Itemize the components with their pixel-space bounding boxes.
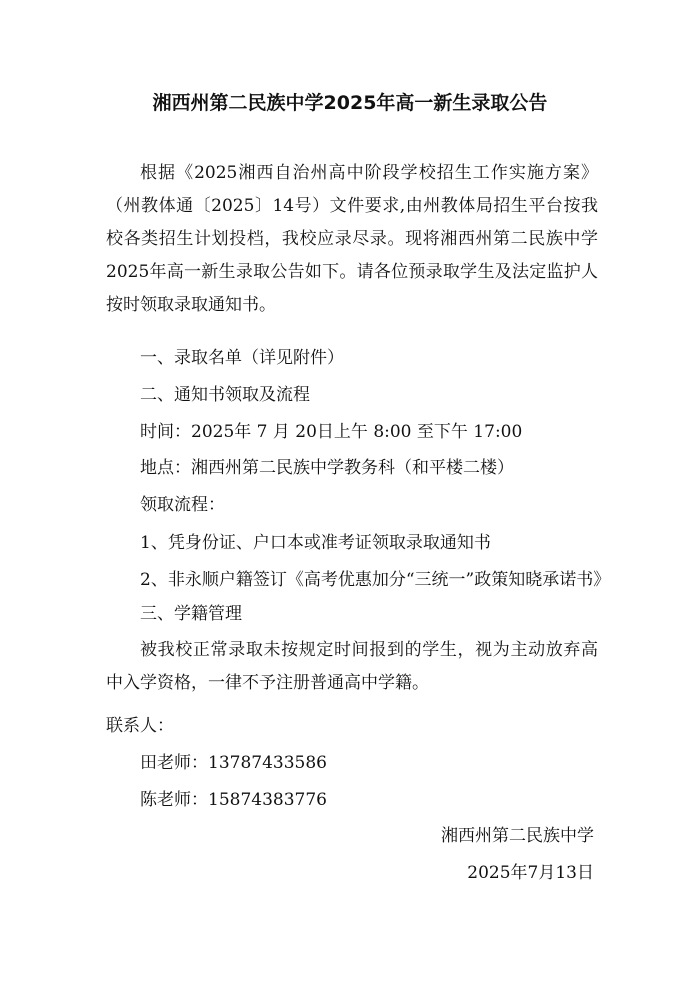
process-step-2: 2、非永顺户籍签订《高考优惠加分“三统一”政策知晓承诺书》 bbox=[140, 570, 611, 590]
collection-place: 地点：湘西州第二民族中学教务科（和平楼二楼） bbox=[140, 458, 514, 478]
intro-paragraph: 根据《2025湘西自治州高中阶段学校招生工作实施方案》（州教体通〔2025〕14号）文件要求,由州教体局招生平台按我校各类招生计划投档，我校应录尽录。现将湘西州第二民族中学2025年高一新生录取公告如下。请各位预录取学生及法定监护人按时领取录取通知书。 bbox=[106, 163, 598, 315]
status-notice-paragraph: 被我校正常录取未按规定时间报到的学生，视为主动放弃高中入学资格，一律不予注册普通高中学籍。 bbox=[106, 640, 598, 693]
section-notice-collection: 二、通知书领取及流程 bbox=[140, 385, 310, 405]
section-student-status: 三、学籍管理 bbox=[140, 604, 242, 624]
section-admission-list: 一、录取名单（详见附件） bbox=[140, 348, 344, 368]
process-label: 领取流程： bbox=[140, 495, 225, 515]
contact-tian: 田老师：13787433586 bbox=[140, 753, 327, 773]
process-step-1: 1、凭身份证、户口本或准考证领取录取通知书 bbox=[140, 533, 491, 553]
contacts-label: 联系人： bbox=[106, 716, 174, 736]
collection-time: 时间：2025年 7 月 20日上午 8:00 至下午 17:00 bbox=[140, 422, 523, 442]
document-title: 湘西州第二民族中学2025年高一新生录取公告 bbox=[152, 92, 548, 114]
contact-chen: 陈老师：15874383776 bbox=[140, 790, 327, 810]
signature-organization: 湘西州第二民族中学 bbox=[441, 826, 594, 846]
signature-date: 2025年7月13日 bbox=[467, 863, 594, 883]
